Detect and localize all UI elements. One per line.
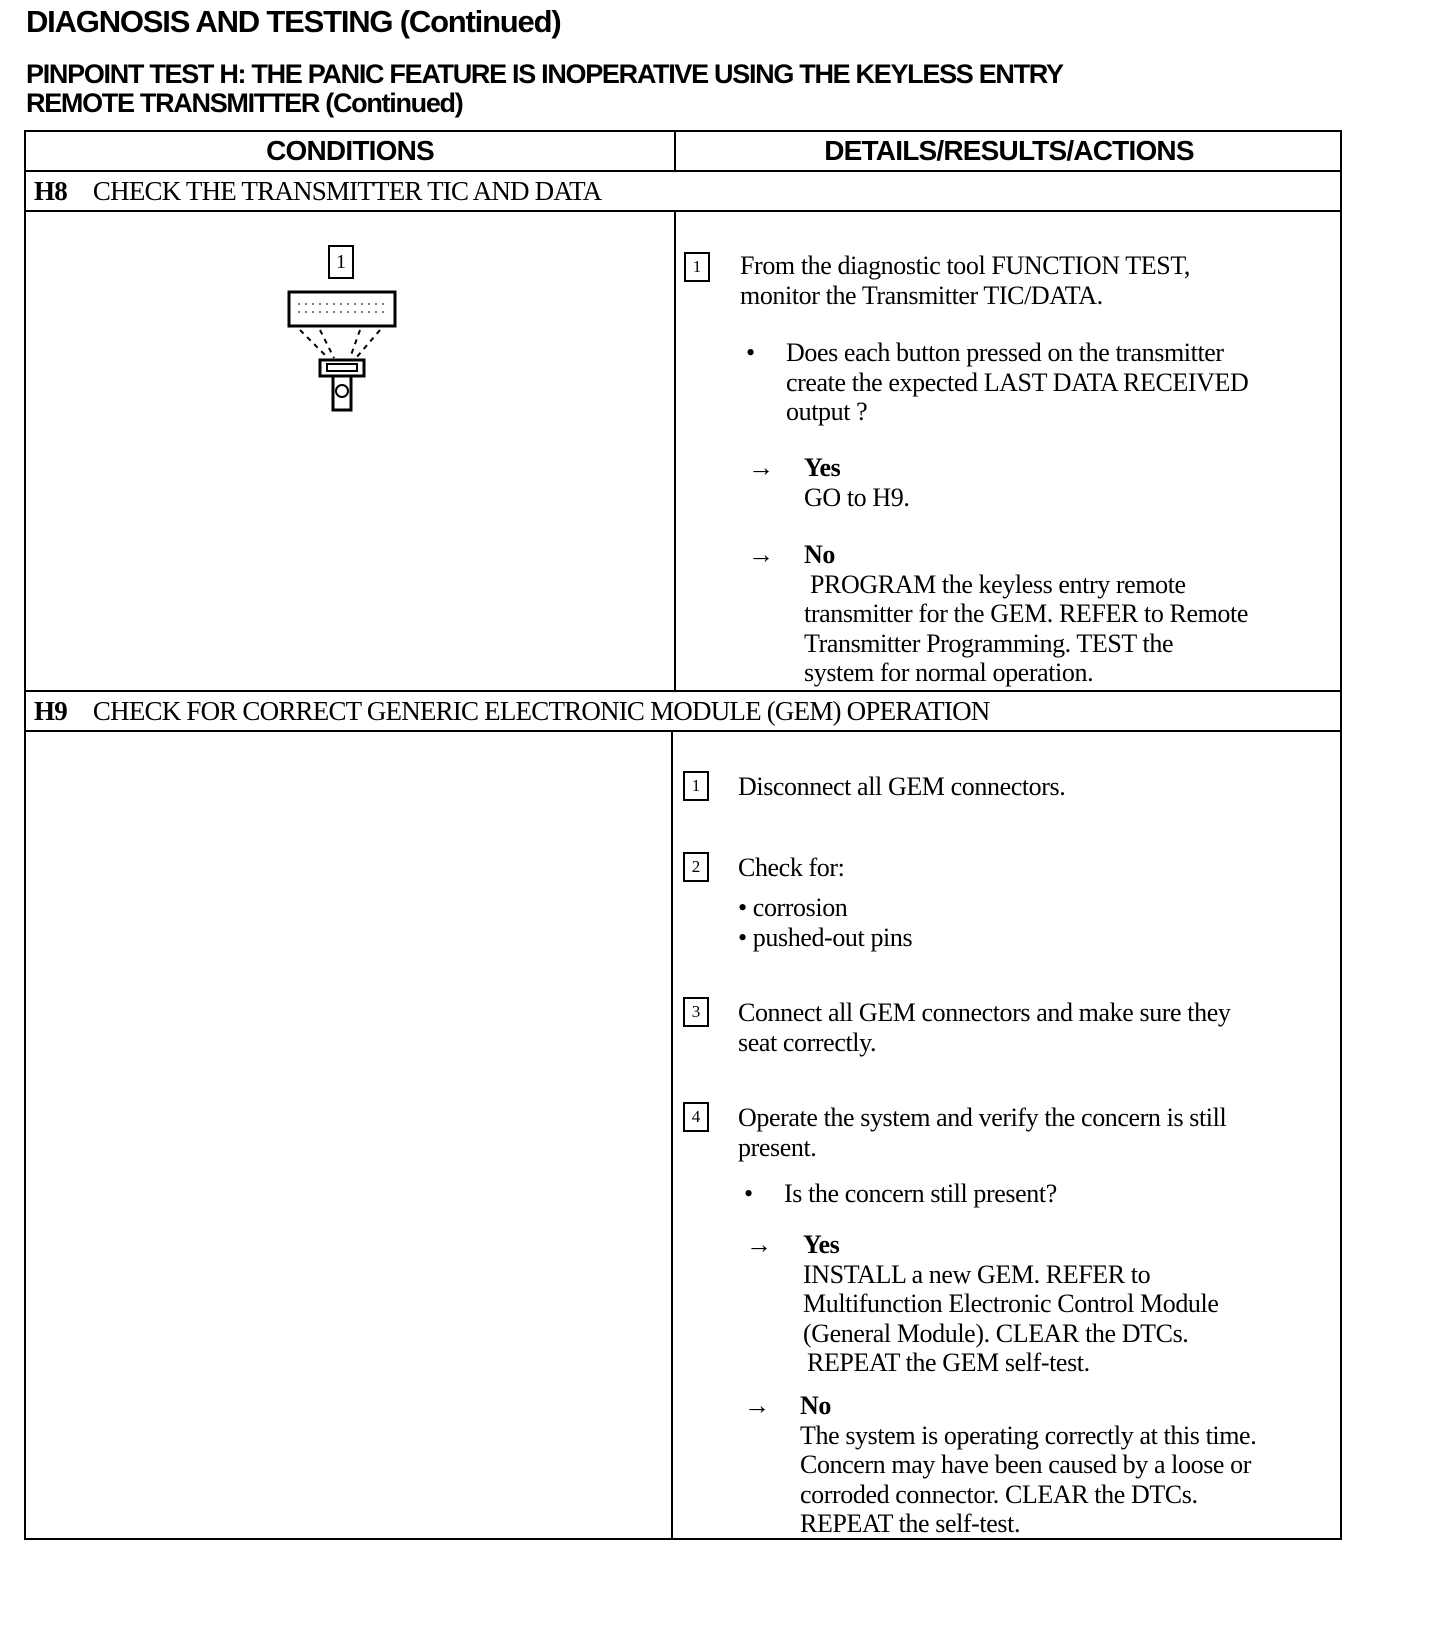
- h9-no-result: [800, 1391, 1256, 1539]
- h8-question: [786, 338, 1248, 427]
- yes-label: Yes: [804, 453, 841, 482]
- divider: [26, 730, 1340, 732]
- h8-step1-text: [740, 251, 1190, 310]
- h8-no-result: [804, 540, 1248, 688]
- h9-step2-text: Check for:: [738, 853, 845, 882]
- no-label: No: [804, 540, 835, 569]
- yes-label: Yes: [803, 1230, 840, 1259]
- section-h9-header: [34, 692, 989, 730]
- divider: [26, 210, 1340, 212]
- text-line: output ?: [786, 397, 868, 426]
- h9-step1-text: Disconnect all GEM connectors.: [738, 772, 1066, 801]
- h9-step3-text: [738, 998, 1230, 1057]
- test-title-line1: PINPOINT TEST H: THE PANIC FEATURE IS INOPERATIVE USING THE KEYLESS ENTRY: [26, 59, 1063, 89]
- text-line: (General Module). CLEAR the DTCs.: [803, 1318, 1189, 1348]
- arrow-icon: →: [744, 1391, 770, 1420]
- text-line: present.: [738, 1132, 817, 1162]
- h9-step4-text: [738, 1103, 1226, 1162]
- text-line: Transmitter Programming. TEST the: [804, 628, 1174, 658]
- text-line: Concern may have been caused by a loose or: [800, 1450, 1252, 1479]
- step-number-box: 3: [683, 997, 709, 1027]
- list-item: • corrosion: [738, 893, 848, 922]
- column-header-conditions: CONDITIONS: [266, 135, 434, 166]
- test-title: [26, 60, 1063, 118]
- arrow-icon: →: [746, 1230, 772, 1259]
- text-line: Does each button pressed on the transmitter: [786, 338, 1224, 367]
- list-item: • pushed-out pins: [738, 922, 913, 952]
- test-title-line2: REMOTE TRANSMITTER (Continued): [26, 88, 463, 118]
- text-line: create the expected LAST DATA RECEIVED: [786, 367, 1249, 397]
- text-line: INSTALL a new GEM. REFER to: [803, 1259, 1151, 1289]
- text-line: REPEAT the GEM self-test.: [807, 1348, 1090, 1377]
- text-line: Operate the system and verify the concern is still: [738, 1103, 1227, 1132]
- h9-step2-list: [738, 893, 912, 952]
- divider: [674, 210, 676, 690]
- step-number-box: 2: [683, 852, 709, 882]
- divider: [671, 730, 673, 1540]
- text-line: transmitter for the GEM. REFER to Remote: [804, 599, 1248, 628]
- step-id: H8: [34, 176, 67, 206]
- text-line: seat correctly.: [738, 1027, 877, 1057]
- section-h8-header: [34, 172, 601, 210]
- text-line: PROGRAM the keyless entry remote: [810, 569, 1186, 599]
- arrow-icon: →: [748, 540, 774, 569]
- text-line: GO to H9.: [804, 482, 910, 512]
- bullet: •: [746, 338, 755, 367]
- h8-yes-result: [804, 453, 909, 512]
- step-number-box: 1: [683, 771, 709, 801]
- section-title: CHECK FOR CORRECT GENERIC ELECTRONIC MODULE (GEM) OPERATION: [92, 696, 990, 726]
- step-number-box: 1: [328, 245, 354, 279]
- arrow-icon: →: [748, 453, 774, 482]
- no-label: No: [800, 1391, 831, 1420]
- text-line: REPEAT the self-test.: [800, 1509, 1021, 1538]
- h9-question: Is the concern still present?: [784, 1179, 1057, 1208]
- bullet: •: [744, 1179, 753, 1208]
- h9-yes-result: [803, 1230, 1219, 1378]
- page-title: DIAGNOSIS AND TESTING (Continued): [26, 4, 561, 39]
- text-line: Connect all GEM connectors and make sure they: [738, 998, 1231, 1027]
- column-header-details: DETAILS/RESULTS/ACTIONS: [824, 135, 1194, 166]
- step-number-box: 1: [684, 252, 710, 282]
- text-line: monitor the Transmitter TIC/DATA.: [740, 280, 1103, 310]
- section-title: CHECK THE TRANSMITTER TIC AND DATA: [92, 176, 602, 206]
- text-line: system for normal operation.: [804, 658, 1094, 687]
- text-line: The system is operating correctly at this time.: [800, 1420, 1257, 1450]
- text-line: Multifunction Electronic Control Module: [803, 1289, 1219, 1318]
- text-line: From the diagnostic tool FUNCTION TEST,: [740, 251, 1190, 280]
- step-number-box: 4: [683, 1102, 709, 1132]
- scan-tool-transmitter-icon: [270, 240, 420, 420]
- step-id: H9: [34, 696, 67, 726]
- text-line: corroded connector. CLEAR the DTCs.: [800, 1479, 1198, 1509]
